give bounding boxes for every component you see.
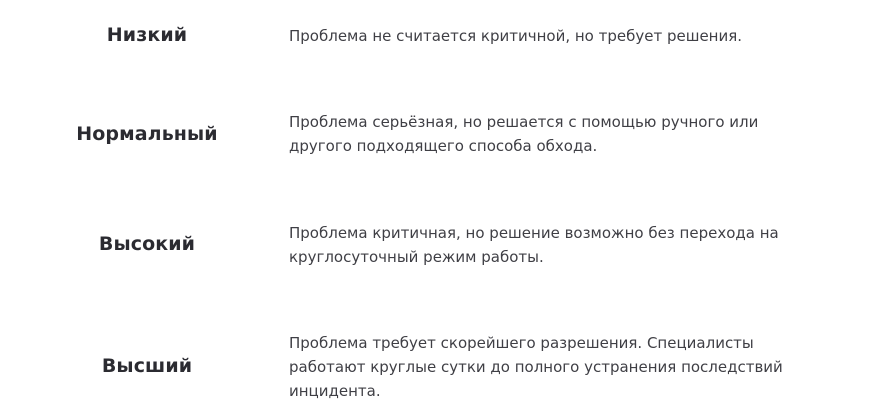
priority-level-label: Высший: [101, 355, 193, 377]
priority-description: Проблема не считается критичной, но требует решения.: [289, 27, 743, 45]
priority-description: Проблема критичная, но решение возможно без перехода на круглосуточный режим работы.: [289, 224, 779, 266]
priority-description: Проблема серьёзная, но решается с помощью ручного или другого подходящего способа обхода.: [289, 113, 759, 155]
priority-level-label: Высокий: [98, 233, 196, 255]
priority-level-label: Нормальный: [76, 123, 218, 145]
priority-level-label: Низкий: [106, 24, 188, 46]
priority-description: Проблема требует скорейшего разрешения. Специалисты работают круглые сутки до полного устранения последствий инцидента.: [289, 334, 783, 400]
